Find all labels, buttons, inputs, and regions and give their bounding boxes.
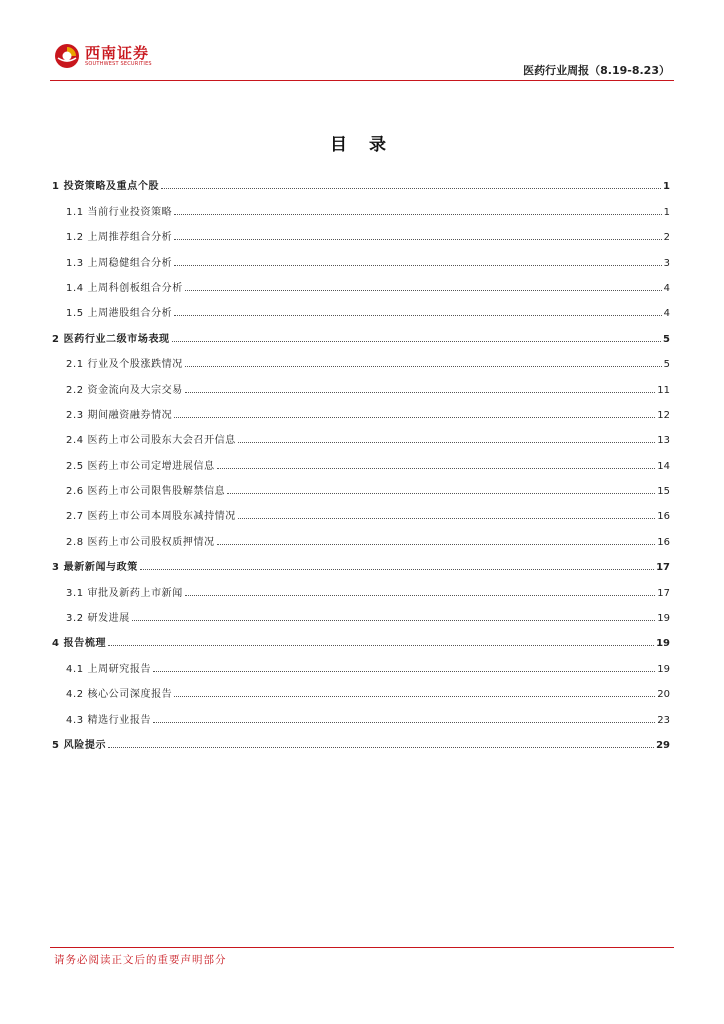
toc-entry-page: 4 xyxy=(663,308,670,320)
toc-entry-label: 3.1 审批及新药上市新闻 xyxy=(66,587,183,599)
toc-entry-page: 12 xyxy=(657,409,670,421)
toc-entry-label: 2 医药行业二级市场表现 xyxy=(52,333,170,345)
toc-entry[interactable] xyxy=(52,700,670,725)
toc-dot-leader xyxy=(153,722,655,723)
toc-entry-label: 4.2 核心公司深度报告 xyxy=(66,689,173,701)
toc-entry-label: 2.8 医药上市公司股权质押情况 xyxy=(66,536,215,548)
toc-dot-leader xyxy=(238,518,655,519)
toc-entry-label: 2.3 期间融资融券情况 xyxy=(66,409,173,421)
toc-title: 目 录 xyxy=(330,135,394,155)
toc-dot-leader xyxy=(185,392,655,393)
toc-entry[interactable] xyxy=(52,472,670,497)
toc-entry-label: 2.4 医药上市公司股东大会召开信息 xyxy=(66,435,236,447)
toc-entry[interactable] xyxy=(52,294,670,319)
toc-entry[interactable] xyxy=(52,548,670,573)
toc-entry-page: 13 xyxy=(657,435,670,447)
toc-entry[interactable] xyxy=(52,319,670,344)
toc-dot-leader xyxy=(174,315,661,316)
toc-entry[interactable] xyxy=(52,396,670,421)
toc-entry-page: 4 xyxy=(663,282,670,294)
brand-logo xyxy=(54,43,152,69)
toc-entry-page: 5 xyxy=(663,359,670,371)
toc-dot-leader xyxy=(153,671,655,672)
toc-entry-label: 1 投资策略及重点个股 xyxy=(52,181,160,193)
report-title: 医药行业周报（8.19-8.23） xyxy=(523,64,670,77)
toc-entry-page: 1 xyxy=(663,181,670,193)
toc-entry-label: 3.2 研发进展 xyxy=(66,613,130,625)
toc-entry-page: 19 xyxy=(656,638,670,650)
toc-entry[interactable] xyxy=(52,192,670,217)
toc-dot-leader xyxy=(132,620,655,621)
toc-entry-page: 29 xyxy=(656,739,670,751)
toc-entry-page: 14 xyxy=(657,460,670,472)
toc-dot-leader xyxy=(185,366,662,367)
toc-dot-leader xyxy=(172,341,661,342)
toc-entry-label: 4.3 精选行业报告 xyxy=(66,714,152,726)
toc-entry[interactable] xyxy=(52,167,670,192)
toc-entry[interactable] xyxy=(52,497,670,522)
toc-entry-page: 5 xyxy=(663,333,670,345)
toc-entry[interactable] xyxy=(52,726,670,751)
toc-entry-label: 1.2 上周推荐组合分析 xyxy=(66,232,173,244)
toc-dot-leader xyxy=(108,645,654,646)
toc-dot-leader xyxy=(217,544,656,545)
toc-entry-page: 15 xyxy=(657,486,670,498)
toc-entry[interactable] xyxy=(52,218,670,243)
toc-dot-leader xyxy=(174,265,661,266)
toc-entry[interactable] xyxy=(52,421,670,446)
toc-dot-leader xyxy=(185,595,655,596)
toc-entry-label: 4 报告梳理 xyxy=(52,638,107,650)
toc-entry-page: 3 xyxy=(663,257,670,269)
toc-entry[interactable] xyxy=(52,446,670,471)
toc-entry-page: 17 xyxy=(657,587,670,599)
toc-entry[interactable] xyxy=(52,675,670,700)
toc-entry-label: 1.3 上周稳健组合分析 xyxy=(66,257,173,269)
toc-dot-leader xyxy=(174,214,661,215)
toc-dot-leader xyxy=(227,493,655,494)
toc-dot-leader xyxy=(108,747,654,748)
toc-entry-page: 1 xyxy=(663,206,670,218)
toc-dot-leader xyxy=(174,696,655,697)
toc-dot-leader xyxy=(161,188,661,189)
toc-entry-label: 2.7 医药上市公司本周股东减持情况 xyxy=(66,511,236,523)
toc-dot-leader xyxy=(185,290,662,291)
toc-entry[interactable] xyxy=(52,599,670,624)
toc-entry[interactable] xyxy=(52,522,670,547)
toc-entry-label: 4.1 上周研究报告 xyxy=(66,663,152,675)
toc-entry-label: 1.5 上周港股组合分析 xyxy=(66,308,173,320)
brand-logo-icon xyxy=(54,43,80,69)
toc-entry[interactable] xyxy=(52,269,670,294)
toc-dot-leader xyxy=(174,417,655,418)
toc-dot-leader xyxy=(140,569,654,570)
toc-entry-page: 20 xyxy=(657,689,670,701)
toc-entry-page: 16 xyxy=(657,536,670,548)
toc-entry-label: 1.4 上周科创板组合分析 xyxy=(66,282,183,294)
toc-entry-label: 5 风险提示 xyxy=(52,739,107,751)
toc-entry-page: 17 xyxy=(656,562,670,574)
toc-entry[interactable] xyxy=(52,243,670,268)
toc-entry-label: 3 最新新闻与政策 xyxy=(52,562,138,574)
brand-name-cn: 西南证券 xyxy=(85,43,150,62)
toc-entry[interactable] xyxy=(52,573,670,598)
toc-dot-leader xyxy=(238,442,655,443)
toc-entry[interactable] xyxy=(52,624,670,649)
toc-entry-label: 2.6 医药上市公司限售股解禁信息 xyxy=(66,486,226,498)
toc-entry[interactable] xyxy=(52,345,670,370)
header-divider xyxy=(50,80,674,81)
toc-entry-label: 1.1 当前行业投资策略 xyxy=(66,206,173,218)
toc-entry-page: 11 xyxy=(657,384,670,396)
toc-entry-label: 2.2 资金流向及大宗交易 xyxy=(66,384,183,396)
toc-entry-label: 2.5 医药上市公司定增进展信息 xyxy=(66,460,215,472)
toc-dot-leader xyxy=(217,468,656,469)
toc-entry[interactable] xyxy=(52,370,670,395)
brand-name-en: SOUTHWEST SECURITIES xyxy=(85,60,152,67)
toc-entry-label: 2.1 行业及个股涨跌情况 xyxy=(66,359,183,371)
toc-entry-page: 16 xyxy=(657,511,670,523)
footer-disclaimer: 请务必阅读正文后的重要声明部分 xyxy=(54,954,227,966)
toc-entry-page: 23 xyxy=(657,714,670,726)
toc-entry[interactable] xyxy=(52,649,670,674)
toc-entry-page: 19 xyxy=(657,613,670,625)
toc-dot-leader xyxy=(174,239,661,240)
toc-entry-page: 2 xyxy=(663,232,670,244)
footer-divider xyxy=(50,947,674,948)
page-header xyxy=(0,0,724,84)
toc-entry-page: 19 xyxy=(657,663,670,675)
table-of-contents xyxy=(52,167,670,751)
